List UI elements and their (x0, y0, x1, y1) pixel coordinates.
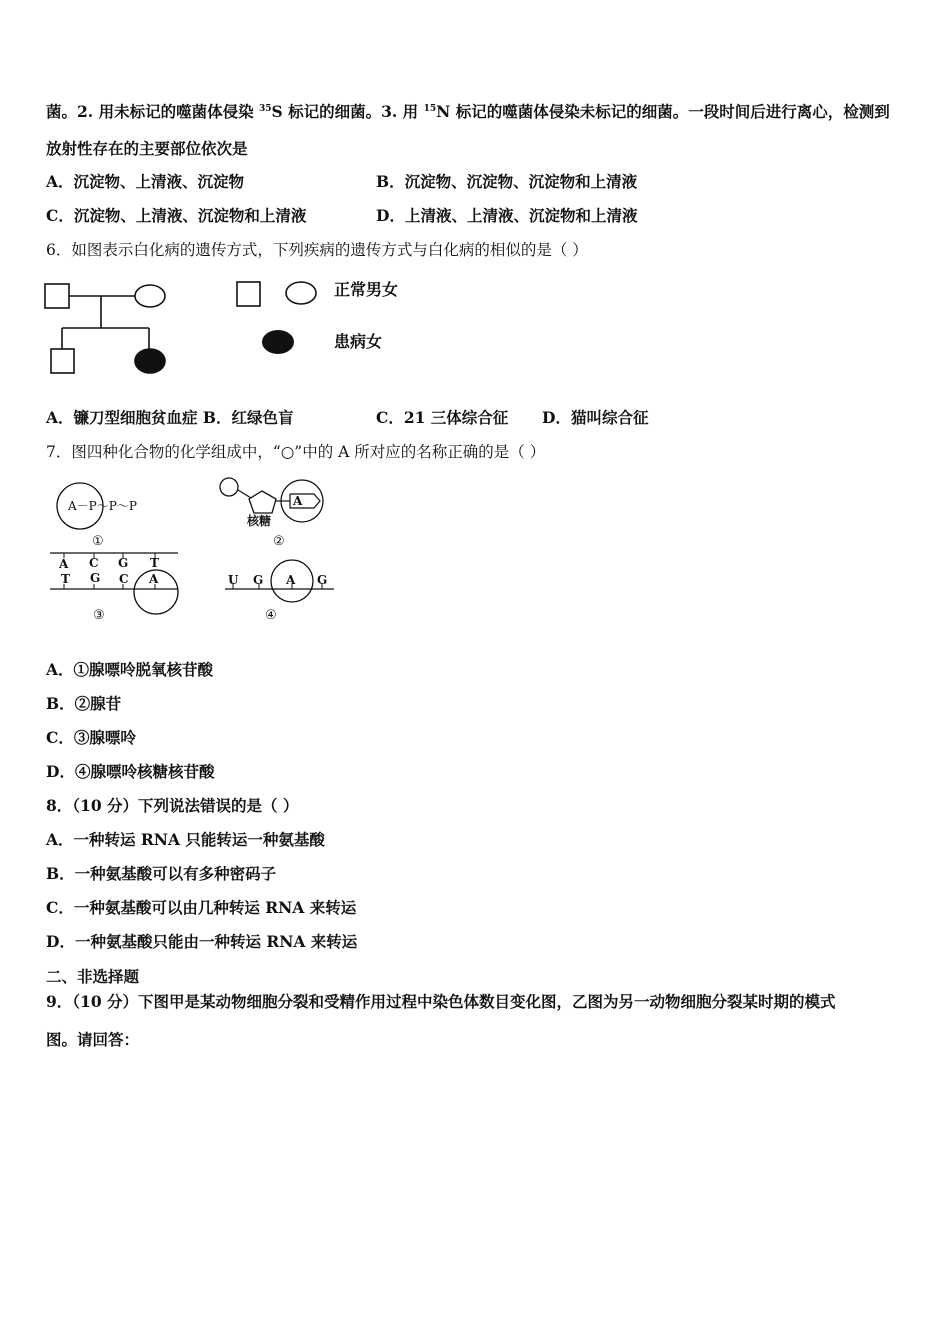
fig2-ribose-pentagon (249, 491, 276, 513)
fig4-base-3: A (286, 573, 296, 587)
fig1-atp-label: A－P～P～P (68, 499, 137, 513)
q8-option-d: D．一种氨基酸只能由一种转运 RNA 来转运 (46, 932, 358, 951)
q5-stem-line-1: 菌。2. 用未标记的噬菌体侵染 $^{35}$S 标记的细菌。3. 用 $^{15}$N 标记的噬菌体侵染未标记的细菌。一段时间后进行离心，检测到 (46, 102, 890, 121)
q8-stem: 8．（10 分）下列说法错误的是（ ） (46, 796, 299, 815)
compound-figures (44, 474, 344, 630)
fig3-bottom-base-3: C (119, 572, 129, 586)
q6-option-d: D．猫叫综合征 (542, 408, 649, 427)
q7-stem: 7．图四种化合物的化学组成中，“○”中的 A 所对应的名称正确的是（ ） (46, 443, 546, 461)
fig4-base-4: G (317, 573, 328, 587)
q5-option-c: C．沉淀物、上清液、沉淀物和上清液 (46, 206, 307, 225)
fig4-base-2: G (253, 573, 264, 587)
q5-option-a: A．沉淀物、上清液、沉淀物 (46, 172, 245, 191)
q9-stem-line-1: 9．（10 分）下图甲是某动物细胞分裂和受精作用过程中染色体数目变化图，乙图为另一动物细胞分裂某时期的模式 (46, 992, 836, 1011)
q9-stem-line-2: 图。请回答： (46, 1030, 140, 1049)
father-normal-male-square (45, 284, 69, 308)
fig4-base-1: U (228, 573, 239, 587)
q5-stem-line-2: 放射性存在的主要部位依次是 (46, 139, 248, 158)
fig1-number: ① (92, 534, 104, 549)
daughter-affected-female-circle (135, 349, 165, 373)
q8-option-a: A．一种转运 RNA 只能转运一种氨基酸 (46, 830, 325, 849)
q7-option-a: A．①腺嘌呤脱氧核苷酸 (46, 660, 214, 679)
legend-male-square (237, 282, 260, 306)
q6-option-ab: A．镰刀型细胞贫血症 B．红绿色盲 (46, 408, 294, 427)
q6-option-c: C．21 三体综合征 (376, 408, 509, 427)
fig2-base-label: A (293, 494, 303, 508)
mother-normal-female-circle (135, 285, 165, 307)
fig3-top-base-2: C (89, 556, 99, 570)
fig2-sugar-label: 核糖 (247, 514, 272, 528)
legend-normal-label: 正常男女 (334, 280, 399, 299)
fig3-bottom-base-4: A (149, 572, 159, 586)
q8-option-c: C．一种氨基酸可以由几种转运 RNA 来转运 (46, 898, 357, 917)
pedigree-chart (40, 276, 190, 380)
q7-option-b: B．②腺苷 (46, 694, 122, 713)
q7-option-c: C．③腺嘌呤 (46, 728, 136, 747)
fig2-bond-1 (238, 490, 251, 498)
fig3-number: ③ (93, 608, 105, 623)
legend-affected-label: 患病女 (334, 332, 383, 351)
fig3-top-base-1: A (59, 557, 69, 571)
fig3-bottom-base-2: G (90, 571, 101, 585)
fig3-bottom-base-1: T (61, 572, 70, 586)
fig4-number: ④ (265, 608, 277, 623)
section-heading: 二、非选择题 (46, 967, 140, 986)
legend-female-circle (286, 282, 316, 304)
q6-stem: 6．如图表示白化病的遗传方式，下列疾病的遗传方式与白化病的相似的是（ ） (46, 241, 588, 259)
fig2-number: ② (273, 534, 285, 549)
son-normal-male-square (51, 349, 74, 373)
pedigree-legend (230, 276, 420, 366)
q7-option-d: D．④腺嘌呤核糖核苷酸 (46, 762, 215, 781)
q5-option-b: B．沉淀物、沉淀物、沉淀物和上清液 (376, 172, 638, 191)
q5-option-d: D．上清液、上清液、沉淀物和上清液 (376, 206, 638, 225)
q8-option-b: B．一种氨基酸可以有多种密码子 (46, 864, 277, 883)
legend-affected-female (262, 330, 294, 354)
fig2-phosphate-circle (220, 478, 238, 496)
fig3-top-base-4: T (150, 556, 159, 570)
fig3-top-base-3: G (118, 556, 129, 570)
